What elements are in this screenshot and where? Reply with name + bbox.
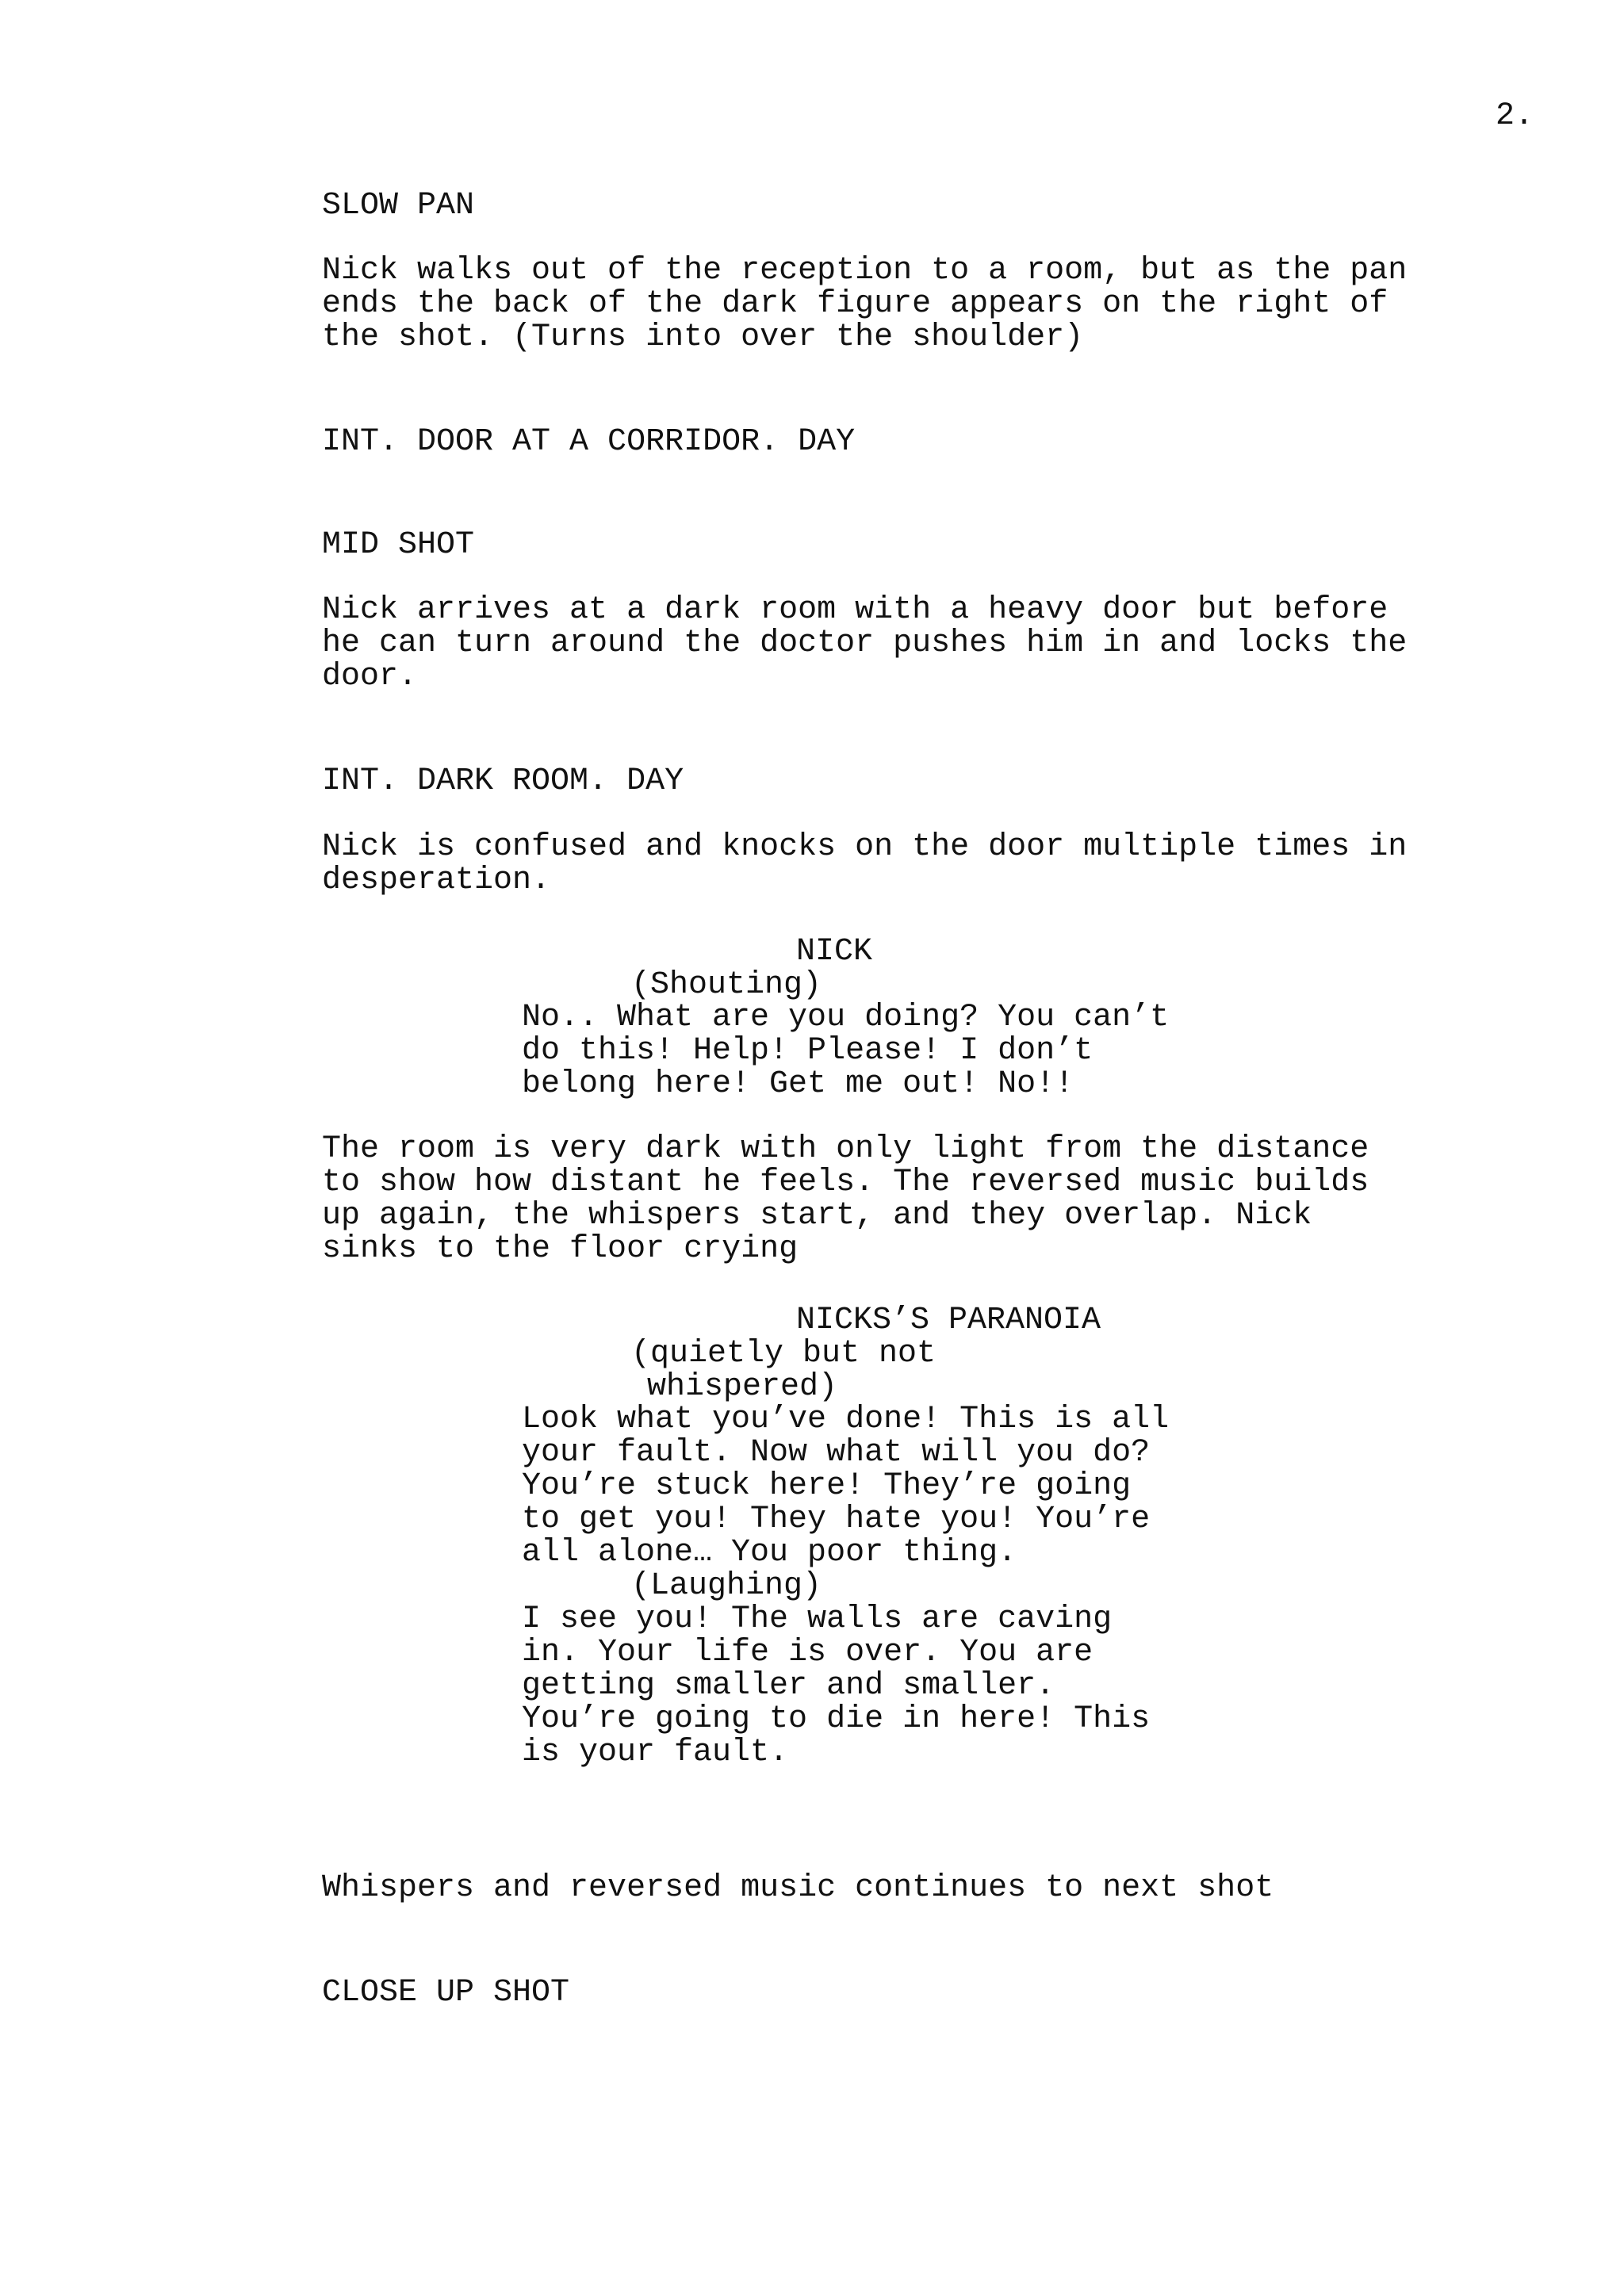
parenthetical: (Laughing) (631, 1568, 822, 1604)
action-line: The room is very dark with only light from the distance (322, 1131, 1369, 1167)
action-line: he can turn around the doctor pushes him in and locks the (322, 626, 1408, 661)
dialogue-line: in. Your life is over. You are (522, 1635, 1094, 1670)
shot-heading-slow-pan: SLOW PAN (322, 188, 475, 224)
action-line: ends the back of the dark figure appears on the right of (322, 286, 1388, 322)
dialogue-line: is your fault. (522, 1735, 789, 1770)
dialogue-line: belong here! Get me out! No!! (522, 1066, 1074, 1102)
dialogue-line: Look what you’ve done! This is all (522, 1402, 1170, 1437)
action-line: the shot. (Turns into over the shoulder) (322, 320, 1084, 355)
action-line: desperation. (322, 863, 551, 898)
shot-heading-mid-shot: MID SHOT (322, 527, 475, 563)
dialogue-line: getting smaller and smaller. (522, 1668, 1055, 1704)
scene-heading: INT. DOOR AT A CORRIDOR. DAY (322, 424, 856, 460)
action-line: sinks to the floor crying (322, 1231, 799, 1267)
action-line: Nick walks out of the reception to a room, but as the pan (322, 253, 1408, 289)
action-line: Whispers and reversed music continues to next shot (322, 1870, 1274, 1906)
character-name: NICK (796, 934, 873, 970)
dialogue-line: to get you! They hate you! You’re (522, 1502, 1151, 1537)
character-name: NICKS’S PARANOIA (796, 1303, 1101, 1338)
action-line: door. (322, 659, 418, 695)
dialogue-line: I see you! The walls are caving (522, 1601, 1113, 1637)
parenthetical: (Shouting) (631, 967, 822, 1003)
action-line: Nick is confused and knocks on the door multiple times in (322, 829, 1408, 865)
action-line: up again, the whispers start, and they overlap. Nick (322, 1198, 1312, 1234)
action-line: to show how distant he feels. The reversed music builds (322, 1165, 1369, 1200)
shot-heading-close-up: CLOSE UP SHOT (322, 1975, 570, 2011)
scene-heading: INT. DARK ROOM. DAY (322, 763, 684, 799)
dialogue-line: all alone… You poor thing. (522, 1535, 1017, 1571)
dialogue-line: No.. What are you doing? You can’t (522, 1000, 1170, 1035)
page-number: 2. (1496, 98, 1534, 134)
parenthetical: (quietly but not (631, 1336, 936, 1372)
action-line: Nick arrives at a dark room with a heavy door but before (322, 592, 1388, 628)
dialogue-line: do this! Help! Please! I don’t (522, 1033, 1094, 1069)
dialogue-line: You’re going to die in here! This (522, 1701, 1151, 1737)
dialogue-line: your fault. Now what will you do? (522, 1435, 1151, 1471)
dialogue-line: You’re stuck here! They’re going (522, 1468, 1132, 1504)
parenthetical: whispered) (647, 1369, 838, 1405)
